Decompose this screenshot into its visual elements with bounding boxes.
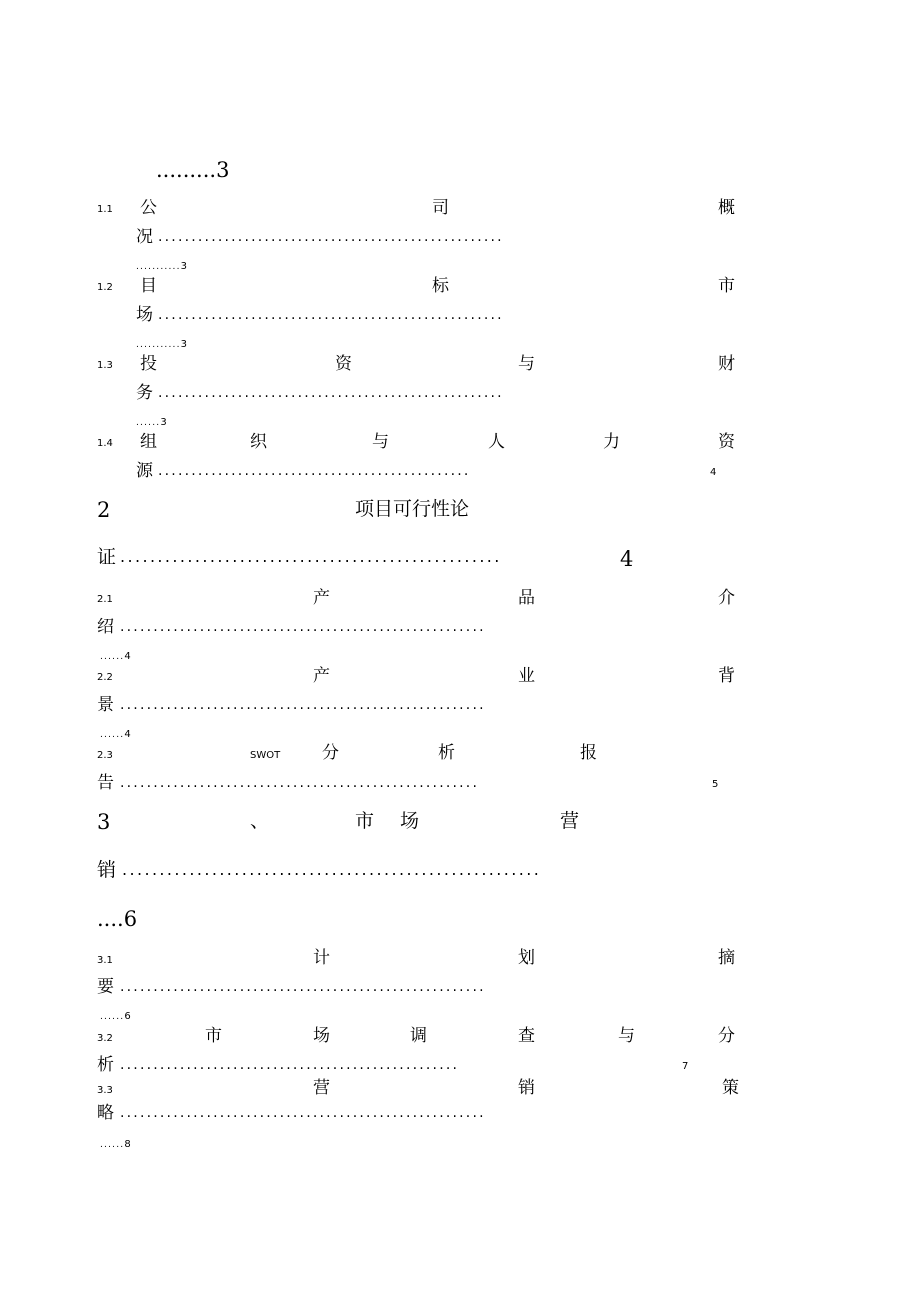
toc-leader-dots: ................................................... <box>120 1058 460 1072</box>
toc-leader-dots: ........... <box>136 262 181 272</box>
toc-page-number: 8 <box>124 1139 131 1150</box>
toc-page-number: 3 <box>160 417 167 428</box>
toc-page-number: 4 <box>124 651 131 662</box>
toc-entry-title-char: 司 <box>432 198 449 218</box>
toc-entry-title-char: 力 <box>603 432 620 452</box>
toc-section-number: 3 <box>97 810 111 834</box>
toc-entry-number: 3.3 <box>97 1085 113 1096</box>
toc-page-ref <box>100 646 131 662</box>
toc-entry-title-char: 况 <box>136 227 153 247</box>
toc-entry-title-char: 与 <box>618 1026 635 1046</box>
toc-entry-title-char: 销 <box>97 859 117 881</box>
toc-page-ref <box>136 412 167 428</box>
toc-entry-title-char: 营 <box>313 1078 330 1098</box>
toc-leader-dots: ...... <box>100 652 125 662</box>
toc-entry-title-char: 投 <box>140 354 157 374</box>
toc-entry-title-char: 与 <box>518 354 535 374</box>
toc-page-ref <box>100 724 131 740</box>
toc-entry-title-char: 人 <box>488 432 505 452</box>
toc-entry-number: 1.2 <box>97 282 113 293</box>
toc-entry-title-char: 资 <box>718 432 735 452</box>
toc-entry-number: 3.1 <box>97 955 113 966</box>
toc-page-number: 4 <box>124 729 131 740</box>
toc-entry-number: 3.2 <box>97 1033 113 1044</box>
toc-section-separator: 、 <box>250 810 270 832</box>
toc-entry-title-char: 景 <box>97 695 114 715</box>
toc-entry-title-char: 调 <box>410 1026 427 1046</box>
toc-entry-title-char: 证 <box>97 546 117 568</box>
toc-leader-dots: ...... <box>100 1140 125 1150</box>
toc-page-ref <box>120 1058 688 1074</box>
toc-leader-dots: ........... <box>136 340 181 350</box>
toc-entry-title-char: 市 <box>205 1026 222 1046</box>
toc-entry-title-char: 计 <box>313 948 330 968</box>
toc-page-number: 6 <box>123 907 138 931</box>
toc-entry-title-char: 产 <box>313 588 330 608</box>
toc-entry-title-char: 销 <box>518 1078 535 1098</box>
toc-leader-dots: ................................................... <box>120 549 502 565</box>
toc-entry-number: 1.4 <box>97 438 113 449</box>
toc-entry-title-char: 资 <box>335 354 352 374</box>
toc-entry-title-char: 分 <box>322 743 339 763</box>
toc-entry-title-char: 告 <box>97 773 114 793</box>
toc-page-ref <box>120 549 633 570</box>
toc-entry-title-char: 策 <box>722 1078 739 1098</box>
toc-entry-title-abbrev: SWOT <box>250 750 281 761</box>
toc-section-title: 项目可行性论 <box>355 498 470 520</box>
toc-page-ref <box>136 334 187 350</box>
toc-entry-title-char: 查 <box>518 1026 535 1046</box>
toc-entry-title-char: 织 <box>250 432 267 452</box>
toc-entry-number: 2.1 <box>97 594 113 605</box>
toc-page-number: 3 <box>180 339 188 350</box>
toc-entry-title-char: 财 <box>718 354 735 374</box>
toc-entry-title-char: 划 <box>518 948 535 968</box>
toc-entry-number: 1.1 <box>97 204 113 215</box>
toc-entry-number: 2.3 <box>97 750 113 761</box>
toc-entry-title-char: 报 <box>580 743 597 763</box>
toc-page-number: 4 <box>620 547 634 571</box>
toc-page-number: 4 <box>710 467 717 478</box>
toc-leader-dots: ...................................................... <box>120 776 480 790</box>
toc-entry-title-char: 公 <box>140 198 157 218</box>
toc-leader-dots: ....................................................... <box>120 620 486 634</box>
toc-entry-title-char: 组 <box>140 432 157 452</box>
toc-entry-title-char: 背 <box>718 666 735 686</box>
toc-entry-title-char: 场 <box>136 305 153 325</box>
toc-entry-number: 1.3 <box>97 360 113 371</box>
toc-page-number: 7 <box>682 1061 689 1072</box>
toc-entry-title-char: 市 <box>718 276 735 296</box>
toc-entry-title-char: 介 <box>718 588 735 608</box>
toc-entry-title-char: 摘 <box>718 948 735 968</box>
toc-entry-title-char: 要 <box>97 977 114 997</box>
toc-page-ref <box>100 1006 131 1022</box>
toc-entry-title-char: 概 <box>718 198 735 218</box>
toc-entry-title-char: 目 <box>140 276 157 296</box>
toc-leader-dots: ....................................................... <box>120 698 486 712</box>
toc-page-ref <box>100 1134 131 1150</box>
toc-entry-title-char: 分 <box>718 1026 735 1046</box>
toc-page-number: 3 <box>180 261 188 272</box>
toc-entry-title-char: 场 <box>313 1026 330 1046</box>
toc-leader-dots: ........................................................ <box>122 862 542 878</box>
toc-page-ref <box>158 464 716 480</box>
toc-leader-dots: ....................................................... <box>120 980 486 994</box>
toc-entry-title-char: 略 <box>97 1103 114 1123</box>
toc-entry-title-char: 析 <box>97 1055 114 1075</box>
toc-page-ref <box>97 909 137 930</box>
toc-page-ref <box>136 256 187 272</box>
toc-entry-title-char: 营 <box>560 810 580 832</box>
toc-leader-dots: .................................................... <box>158 386 504 400</box>
toc-leader-dots: ...... <box>100 1012 125 1022</box>
toc-entry-title-char: 务 <box>136 383 153 403</box>
toc-page-ref: .........3 <box>156 158 230 182</box>
toc-section-number: 2 <box>97 498 111 522</box>
toc-leader-dots: ...... <box>136 418 161 428</box>
toc-entry-title-char: 市 <box>355 810 375 832</box>
toc-entry-title-char: 产 <box>313 666 330 686</box>
toc-entry-title-char: 标 <box>432 276 449 296</box>
toc-page-ref <box>120 776 718 792</box>
toc-leader-dots: ............................................... <box>158 464 471 478</box>
toc-entry-title-char: 业 <box>518 666 535 686</box>
toc-entry-title-char: 析 <box>438 743 455 763</box>
toc-entry-title-char: 源 <box>136 461 153 481</box>
toc-entry-title-char: 绍 <box>97 617 114 637</box>
toc-leader-dots: .................................................... <box>158 308 504 322</box>
toc-entry-title-char: 场 <box>400 810 420 832</box>
toc-page-number: 6 <box>124 1011 131 1022</box>
toc-leader-dots: .................................................... <box>158 230 504 244</box>
toc-entry-number: 2.2 <box>97 672 113 683</box>
toc-page-number: 5 <box>712 779 719 790</box>
toc-leader-dots: ...... <box>100 730 125 740</box>
toc-entry-title-char: 品 <box>518 588 535 608</box>
toc-leader-dots: ....................................................... <box>120 1106 486 1120</box>
toc-entry-title-char: 与 <box>372 432 389 452</box>
toc-leader-dots: .... <box>97 907 124 931</box>
